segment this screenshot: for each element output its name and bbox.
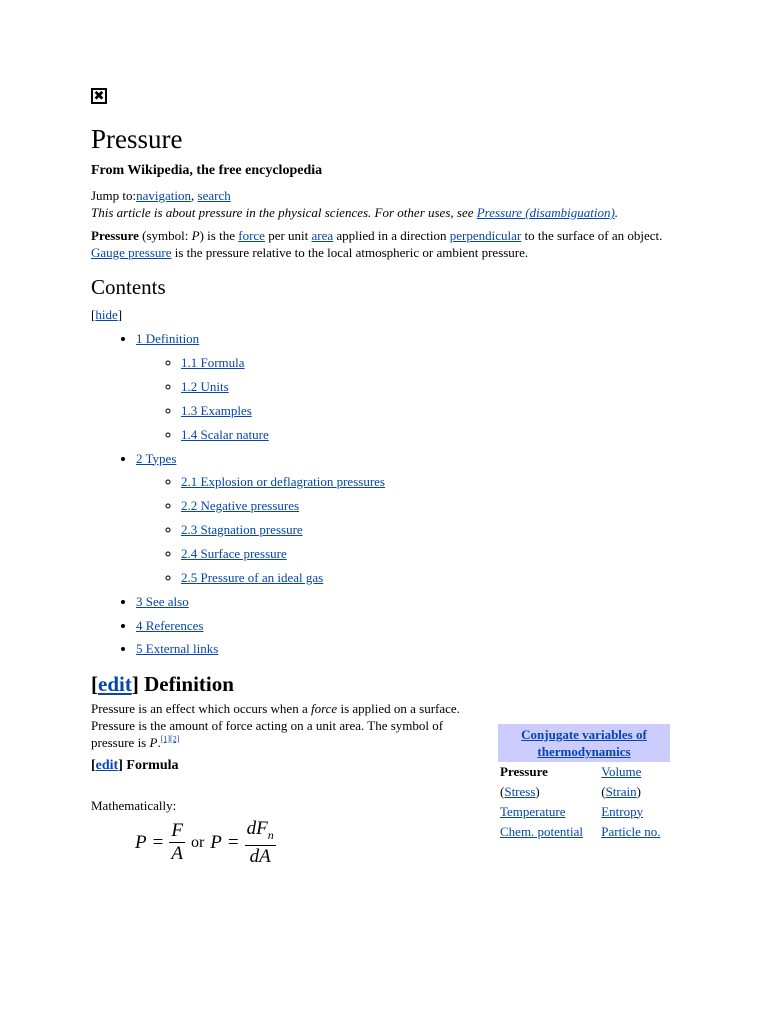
formula-or: or	[190, 833, 205, 851]
infobox-cell: (Strain)	[601, 783, 641, 799]
infobox-cell	[498, 762, 599, 782]
toc-subitem	[181, 566, 681, 590]
toc-link-negative[interactable]: 2.2 Negative pressures	[181, 498, 300, 513]
toc-link-explosion[interactable]: 2.1 Explosion or deflagration pressures	[181, 474, 385, 489]
toc-subitem	[181, 375, 681, 399]
page-title: Pressure	[91, 124, 183, 154]
disambiguation-link[interactable]: Pressure (disambiguation)	[476, 205, 615, 220]
toc-link-formula[interactable]: 1.1 Formula	[181, 354, 245, 370]
toc-hide-link[interactable]: hide	[95, 307, 118, 322]
infobox-row	[498, 822, 670, 842]
jump-to-bar	[91, 187, 681, 204]
infobox-cell	[599, 802, 670, 822]
gauge-pressure-link[interactable]: Gauge pressure	[91, 245, 172, 260]
lead-text: to the surface of an object.	[521, 228, 663, 243]
formula-numerator	[245, 818, 276, 847]
definition-section	[91, 700, 681, 869]
site-subtitle: From Wikipedia, the free encyclopedia	[91, 163, 323, 178]
hatnote-text: This article is about pressure in the physical sciences. For other uses, see	[91, 205, 477, 220]
toc-heading: Contents	[91, 275, 166, 299]
toc-toggle	[91, 306, 681, 323]
lead-paragraph	[91, 227, 681, 261]
toc-item	[136, 590, 681, 614]
toc-sublist	[136, 470, 681, 590]
lead-text: applied in a direction	[333, 228, 450, 243]
toc-item	[136, 327, 681, 447]
formula-denominator: dA	[249, 846, 271, 868]
infobox-row	[498, 782, 670, 802]
infobox-cell	[498, 802, 599, 822]
formula-heading: [edit] Formula	[91, 757, 179, 773]
formula-dF: dF	[246, 817, 268, 839]
definition-symbol: P	[149, 734, 158, 750]
toc-subitem	[181, 494, 681, 518]
lead-term: Pressure	[91, 228, 139, 243]
infobox-stress-link[interactable]: Stress	[504, 783, 536, 799]
toc-subitem	[181, 542, 681, 566]
formula-derivative	[245, 818, 276, 869]
formula-equals: =	[152, 831, 164, 853]
toc-toggle-bracket: [	[91, 307, 96, 322]
toc-toggle-bracket: ]	[117, 307, 123, 322]
toc-link-units[interactable]: 1.2 Units	[181, 378, 229, 394]
infobox-cell: (Stress)	[500, 783, 540, 799]
infobox-volume-link[interactable]: Volume	[601, 763, 642, 779]
jump-separator: ,	[191, 188, 198, 203]
jump-navigation-link[interactable]: navigation	[136, 188, 192, 203]
jump-to-label: Jump to:	[91, 188, 137, 203]
infobox-cell	[498, 822, 599, 842]
lead-symbol: P	[191, 228, 200, 243]
infobox-header	[498, 724, 670, 762]
formula-equals: =	[227, 831, 239, 853]
formula-denominator: A	[171, 843, 183, 865]
broken-image-icon: ✖	[91, 88, 107, 104]
toc-link-references[interactable]: 4 References	[136, 617, 204, 633]
toc-subitem	[181, 470, 681, 494]
lead-text: per unit	[264, 228, 312, 243]
reference-links[interactable]: [1][2]	[160, 734, 180, 744]
definition-text: is applied on a surface. Pressure is the amount of force acting on a unit area. The symbol of pressure is	[91, 700, 460, 750]
toc-list	[91, 327, 681, 661]
definition-force-term: force	[310, 700, 338, 716]
infobox-entropy-link[interactable]: Entropy	[601, 803, 644, 819]
jump-search-link[interactable]: search	[197, 188, 231, 203]
lead-text: ) is the	[199, 228, 239, 243]
definition-title: Definition	[144, 671, 234, 696]
infobox-row	[498, 802, 670, 822]
toc-item	[136, 614, 681, 638]
formula-title: Formula	[126, 757, 179, 773]
toc-sublist	[136, 351, 681, 447]
hatnote-end: .	[614, 205, 619, 220]
perpendicular-link[interactable]: perpendicular	[449, 228, 522, 243]
edit-formula-link[interactable]: edit	[95, 757, 119, 773]
conjugate-variables-infobox	[498, 724, 670, 842]
hatnote	[91, 204, 681, 221]
definition-text: Pressure is an effect which occurs when a	[91, 700, 311, 716]
infobox-row	[498, 762, 670, 782]
definition-paragraph	[91, 700, 489, 751]
infobox-particle-no-link[interactable]: Particle no.	[601, 823, 661, 839]
area-link[interactable]: area	[311, 228, 334, 243]
toc-link-examples[interactable]: 1.3 Examples	[181, 402, 252, 418]
math-label: Mathematically:	[91, 797, 177, 813]
article	[91, 88, 681, 868]
infobox-pressure: Pressure	[500, 763, 548, 779]
formula-subscript: n	[267, 827, 274, 842]
toc-link-external-links[interactable]: 5 External links	[136, 641, 219, 656]
infobox-title-link[interactable]: Conjugate variables of thermodynamics	[521, 726, 647, 759]
definition-heading: [edit] Definition	[91, 671, 234, 696]
definition-text: .	[157, 734, 161, 750]
toc-item	[136, 447, 681, 591]
toc-subitem	[181, 399, 681, 423]
toc-link-types[interactable]: 2 Types	[136, 450, 177, 466]
toc-link-see-also[interactable]: 3 See also	[136, 594, 189, 609]
infobox-cell	[599, 762, 670, 782]
infobox-chem-potential-link[interactable]: Chem. potential	[500, 823, 584, 839]
infobox-cell	[599, 822, 670, 842]
formula-symbol: P	[135, 831, 147, 853]
toc-link-surface[interactable]: 2.4 Surface pressure	[181, 546, 287, 561]
formula-symbol: P	[210, 831, 222, 853]
force-link[interactable]: force	[238, 228, 265, 243]
formula-numerator: F	[171, 820, 183, 842]
toc-link-definition[interactable]: 1 Definition	[136, 331, 200, 346]
formula-fraction	[169, 820, 185, 865]
toc-subitem	[181, 518, 681, 542]
infobox-strain-link[interactable]: Strain	[605, 783, 637, 799]
lead-text: is the pressure relative to the local atmospheric or ambient pressure.	[171, 245, 529, 260]
lead-text: (symbol:	[138, 228, 192, 243]
toc-subitem	[181, 423, 681, 447]
toc-subitem	[181, 351, 681, 375]
toc-link-scalar-nature[interactable]: 1.4 Scalar nature	[181, 426, 269, 442]
toc-link-ideal-gas[interactable]: 2.5 Pressure of an ideal gas	[181, 570, 324, 585]
toc-item	[136, 637, 681, 661]
toc-link-stagnation[interactable]: 2.3 Stagnation pressure	[181, 522, 303, 537]
infobox-temperature-link[interactable]: Temperature	[500, 803, 566, 819]
edit-definition-link[interactable]: edit	[98, 671, 132, 696]
